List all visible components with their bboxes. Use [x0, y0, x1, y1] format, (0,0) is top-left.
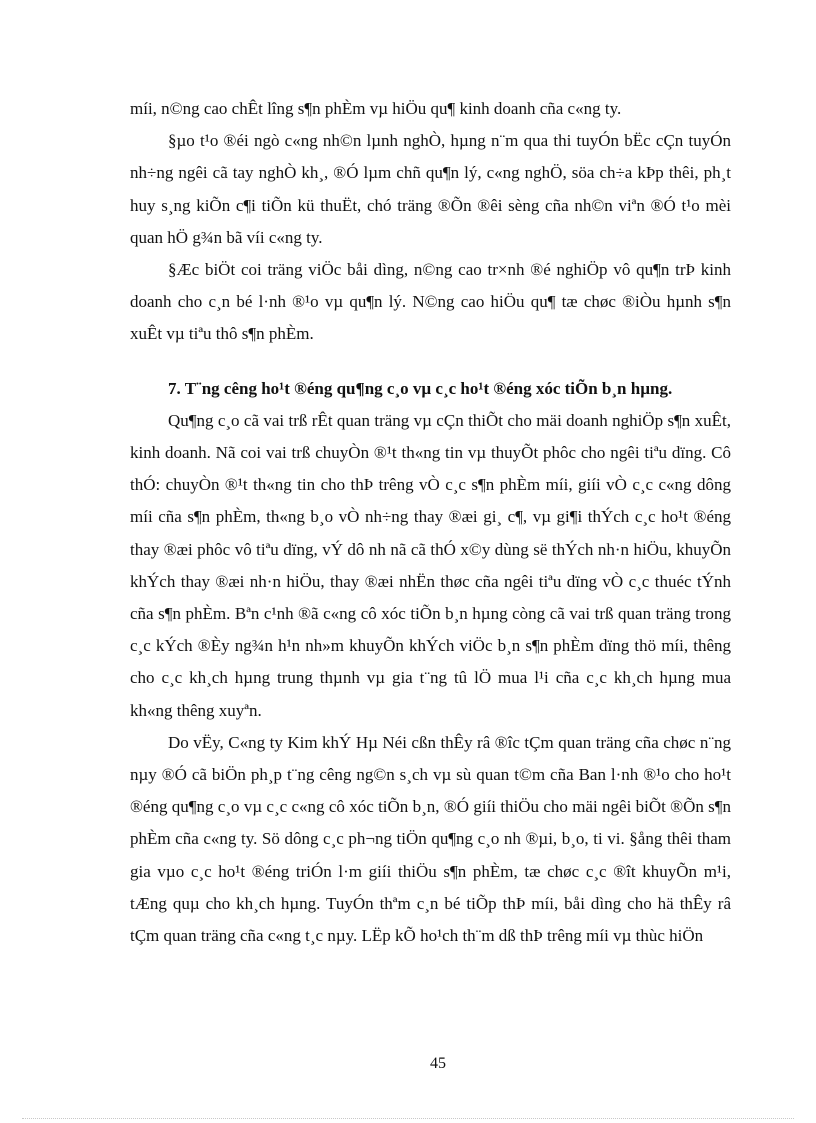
- paragraph-advertising-role: Qu¶ng c¸o cã vai trß rÊt quan träng vµ cÇn thiÕt cho mäi doanh nghiÖp s¶n xuÊt, kinh doanh. Nã coi vai trß chuyÒn ®¹t th«ng tin vµ thuyÕt phôc cho ngêi tiªu dïng. Cô thÓ: chuyÒn ®¹t th«ng tin cho thÞ trêng vÒ c¸c s¶n phÈm míi, giíi vÒ c¸c c«ng dông míi cña s¶n phÈm, th«ng b¸o vÒ nh÷ng thay ®æi gi¸ c¶, vµ gi¶i thÝch c¸c ho¹t ®éng thay ®æi phôc vô tiªu dïng, vÝ dô nh nã cã thÓ x©y dùng së thÝch nh·n hiÖu, khuyÕn khÝch thay ®æi nh·n hiÖu, thay ®æi nhËn thøc cña ngêi tiªu dïng vÒ c¸c thuéc tÝnh cña s¶n phÈm. Bªn c¹nh ®ã c«ng cô xóc tiÕn b¸n hµng còng cã vai trß quan träng trong c¸c kÝch ®Èy ng¾n h¹n nh»m khuyÕn khÝch viÖc b¸n s¶n phÈm dïng thö míi, thêng cho c¸c kh¸ch hµng trung thµnh vµ gia t¨ng tû lÖ mua l¹i cña c¸c kh¸ch hµng mua kh«ng thêng xuyªn.: [130, 410, 731, 720]
- page-number: 45: [430, 1055, 446, 1072]
- paragraph-continuation: míi, n©ng cao chÊt lîng s¶n phÈm vµ hiÖu qu¶ kinh doanh cña c«ng ty.: [130, 99, 622, 118]
- paragraph-staff-training: §µo t¹o ®éi ngò c«ng nh©n lµnh nghÒ, hµng n¨m qua thi tuyÓn bËc cÇn tuyÓn nh÷ng ngêi cã tay nghÒ kh¸, ®Ó lµm chñ qu¶n lý, c«ng nghÖ, söa ch÷a kÞp thêi, ph¸t huy s¸ng kiÕn c¶i tiÕn kü thuËt, chó träng ®Õn ®êi sèng cña nh©n viªn ®Ó t¹o mèi quan hÖ g¾n bã víi c«ng ty.: [130, 131, 731, 247]
- page-bottom-divider: [22, 1118, 794, 1119]
- paragraph-company-measures: Do vËy, C«ng ty Kim khÝ Hµ Néi cßn thÊy râ ®îc tÇm quan träng cña chøc n¨ng nµy ®Ó cã biÖn ph¸p t¨ng cêng ng©n s¸ch vµ sù quan t©m cña Ban l·nh ®¹o cho ho¹t ®éng qu¶ng c¸o vµ c¸c c«ng cô xóc tiÕn b¸n, ®Ó giíi thiÖu cho mäi ngêi biÕt ®Õn s¶n phÈm cña c«ng ty. Sö dông c¸c ph¬ng tiÖn qu¶ng c¸o nh ®µi, b¸o, ti vi. §ång thêi tham gia vµo c¸c ho¹t ®éng triÓn l·m giíi thiÖu s¶n phÈm, tæ chøc c¸c ®ît khuyÕn m¹i, tÆng quµ cho kh¸ch hµng. TuyÓn thªm c¸n bé tiÕp thÞ míi, båi dìng cho hä thÊy râ tÇm quan träng cña c«ng t¸c nµy. LËp kÕ ho¹ch th¨m dß thÞ trêng míi vµ thùc hiÖn: [130, 732, 731, 946]
- section-heading: 7. T¨ng cêng ho¹t ®éng qu¶ng c¸o vµ c¸c ho¹t ®éng xóc tiÕn b¸n hµng.: [168, 378, 673, 398]
- document-body: [130, 93, 731, 952]
- paragraph-management-training: §Æc biÖt coi träng viÖc båi dìng, n©ng cao tr×nh ®é nghiÖp vô qu¶n trÞ kinh doanh cho c¸n bé l·nh ®¹o vµ qu¶n lý. N©ng cao hiÖu qu¶ tæ chøc ®iÒu hµnh s¶n xuÊt vµ tiªu thô s¶n phÈm.: [130, 260, 731, 344]
